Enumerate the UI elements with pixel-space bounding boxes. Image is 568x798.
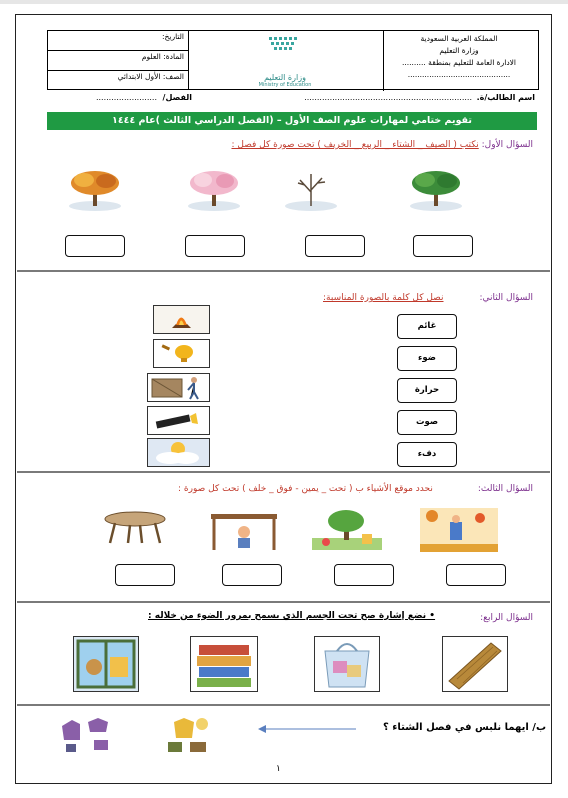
header-kingdom: المملكة العربية السعودية [420, 34, 498, 43]
page-number: ١ [276, 764, 281, 774]
tree-spring-icon [183, 168, 245, 212]
q1-answer-box-3[interactable] [305, 235, 365, 257]
summer-clothes-icon[interactable] [160, 716, 216, 754]
q5-question: ب/ ايهما نلبس في فصل الشتاء ؟ [383, 722, 546, 733]
q1-answer-box-1[interactable] [65, 235, 125, 257]
divider-4 [17, 704, 550, 706]
banner-text: تقويم ختامي لمهارات علوم الصف الأول – (الفصل الدراسي الثالث )عام ١٤٤٤ [112, 115, 472, 126]
picture-window[interactable] [73, 636, 139, 692]
q1-answer-box-4[interactable] [413, 235, 473, 257]
class-label: الفصل/ [162, 93, 192, 102]
header-left [48, 31, 189, 89]
window-icon [74, 637, 138, 691]
tree-scene-icon [312, 508, 382, 550]
header-table [47, 30, 539, 90]
picture-flashlight [147, 406, 210, 435]
q2-header [479, 293, 533, 303]
picture-campfire [153, 305, 210, 334]
q4-instruction: • نضع إشارة صح تحت الجسم الذي يسمح بمرور الضوء من خلاله : [148, 611, 436, 621]
books-icon [191, 637, 257, 691]
student-name-field[interactable]: .................................................................. [304, 93, 472, 102]
q3-answer-box-1[interactable] [115, 564, 175, 586]
header-ministry: وزارة التعليم [439, 46, 479, 55]
winter-clothes-icon[interactable] [58, 716, 114, 754]
q2-instruction: نصل كل كلمة بالصورة المناسبة: [323, 293, 444, 303]
arrow-icon [258, 724, 358, 734]
q1-label: السؤال الأول: [481, 140, 533, 150]
cloudy-sun-icon [148, 439, 209, 466]
q3-label: السؤال الثالث: [477, 484, 533, 494]
title-banner [47, 112, 537, 130]
q1-header [231, 140, 533, 150]
grade-label: الصف: الأول الابتدائي [117, 72, 184, 81]
picture-cloudy [147, 438, 210, 467]
logo-text: وزارة التعليم [264, 73, 306, 82]
word-box-1[interactable]: غائم [397, 314, 457, 339]
q4-header [480, 613, 533, 623]
word-box-2[interactable]: ضوء [397, 346, 457, 371]
subject-label: المادة: العلوم [48, 51, 188, 71]
header-right [383, 31, 534, 91]
student-name-label: اسم الطالب/ة. [476, 93, 535, 102]
table-with-ball-icon [100, 505, 170, 547]
tree-autumn-icon [64, 168, 126, 212]
divider-3 [17, 601, 550, 603]
picture-pushing-box [147, 373, 210, 402]
q1-answer-box-2[interactable] [185, 235, 245, 257]
date-label: التاريخ: [48, 31, 188, 51]
autumn-scene-icon [420, 508, 498, 552]
word-box-3[interactable]: حرارة [397, 378, 457, 403]
campfire-icon [154, 306, 209, 333]
ministry-logo-icon [255, 35, 315, 69]
logo-subtext: Ministry of Education [258, 82, 312, 88]
wood-plank-icon [443, 637, 507, 691]
word-box-5[interactable]: دفء [397, 442, 457, 467]
picture-bell [153, 339, 210, 368]
tree-winter-icon [280, 168, 342, 212]
q3-answer-box-3[interactable] [334, 564, 394, 586]
flashlight-icon [148, 407, 209, 434]
picture-wood-plank[interactable] [442, 636, 508, 692]
header-directorate: الادارة العامة للتعليم بمنطقة .......... [401, 58, 517, 67]
under-table-icon [208, 508, 280, 553]
divider-2 [17, 471, 550, 473]
header-dots: ........................................... [407, 70, 511, 79]
picture-plastic-bag[interactable] [314, 636, 380, 692]
tree-summer-icon [405, 168, 467, 212]
q3-answer-box-4[interactable] [446, 564, 506, 586]
pushing-box-icon [148, 374, 209, 401]
picture-books[interactable] [190, 636, 258, 692]
word-box-4[interactable]: صوت [397, 410, 457, 435]
top-strip [0, 0, 568, 4]
q1-instruction: نكتب ( الصيف _ الشتاء _ الربيع _ الخريف ) تحت صورة كل فصل : [231, 140, 479, 150]
student-line [47, 90, 537, 108]
divider-1 [17, 270, 550, 272]
class-field[interactable]: ........................ [95, 93, 157, 102]
q3-header [478, 484, 533, 494]
q3-answer-box-2[interactable] [222, 564, 282, 586]
q3-instruction: نحدد موقع الأشياء ب ( تحت _ يمين - فوق _ خلف ) تحت كل صورة : [178, 484, 433, 494]
header-logo [190, 31, 380, 89]
q4-label: السؤال الرابع: [480, 613, 533, 623]
bell-icon [154, 340, 209, 367]
q2-label: السؤال الثاني: [479, 293, 533, 303]
plastic-bag-icon [315, 637, 379, 691]
